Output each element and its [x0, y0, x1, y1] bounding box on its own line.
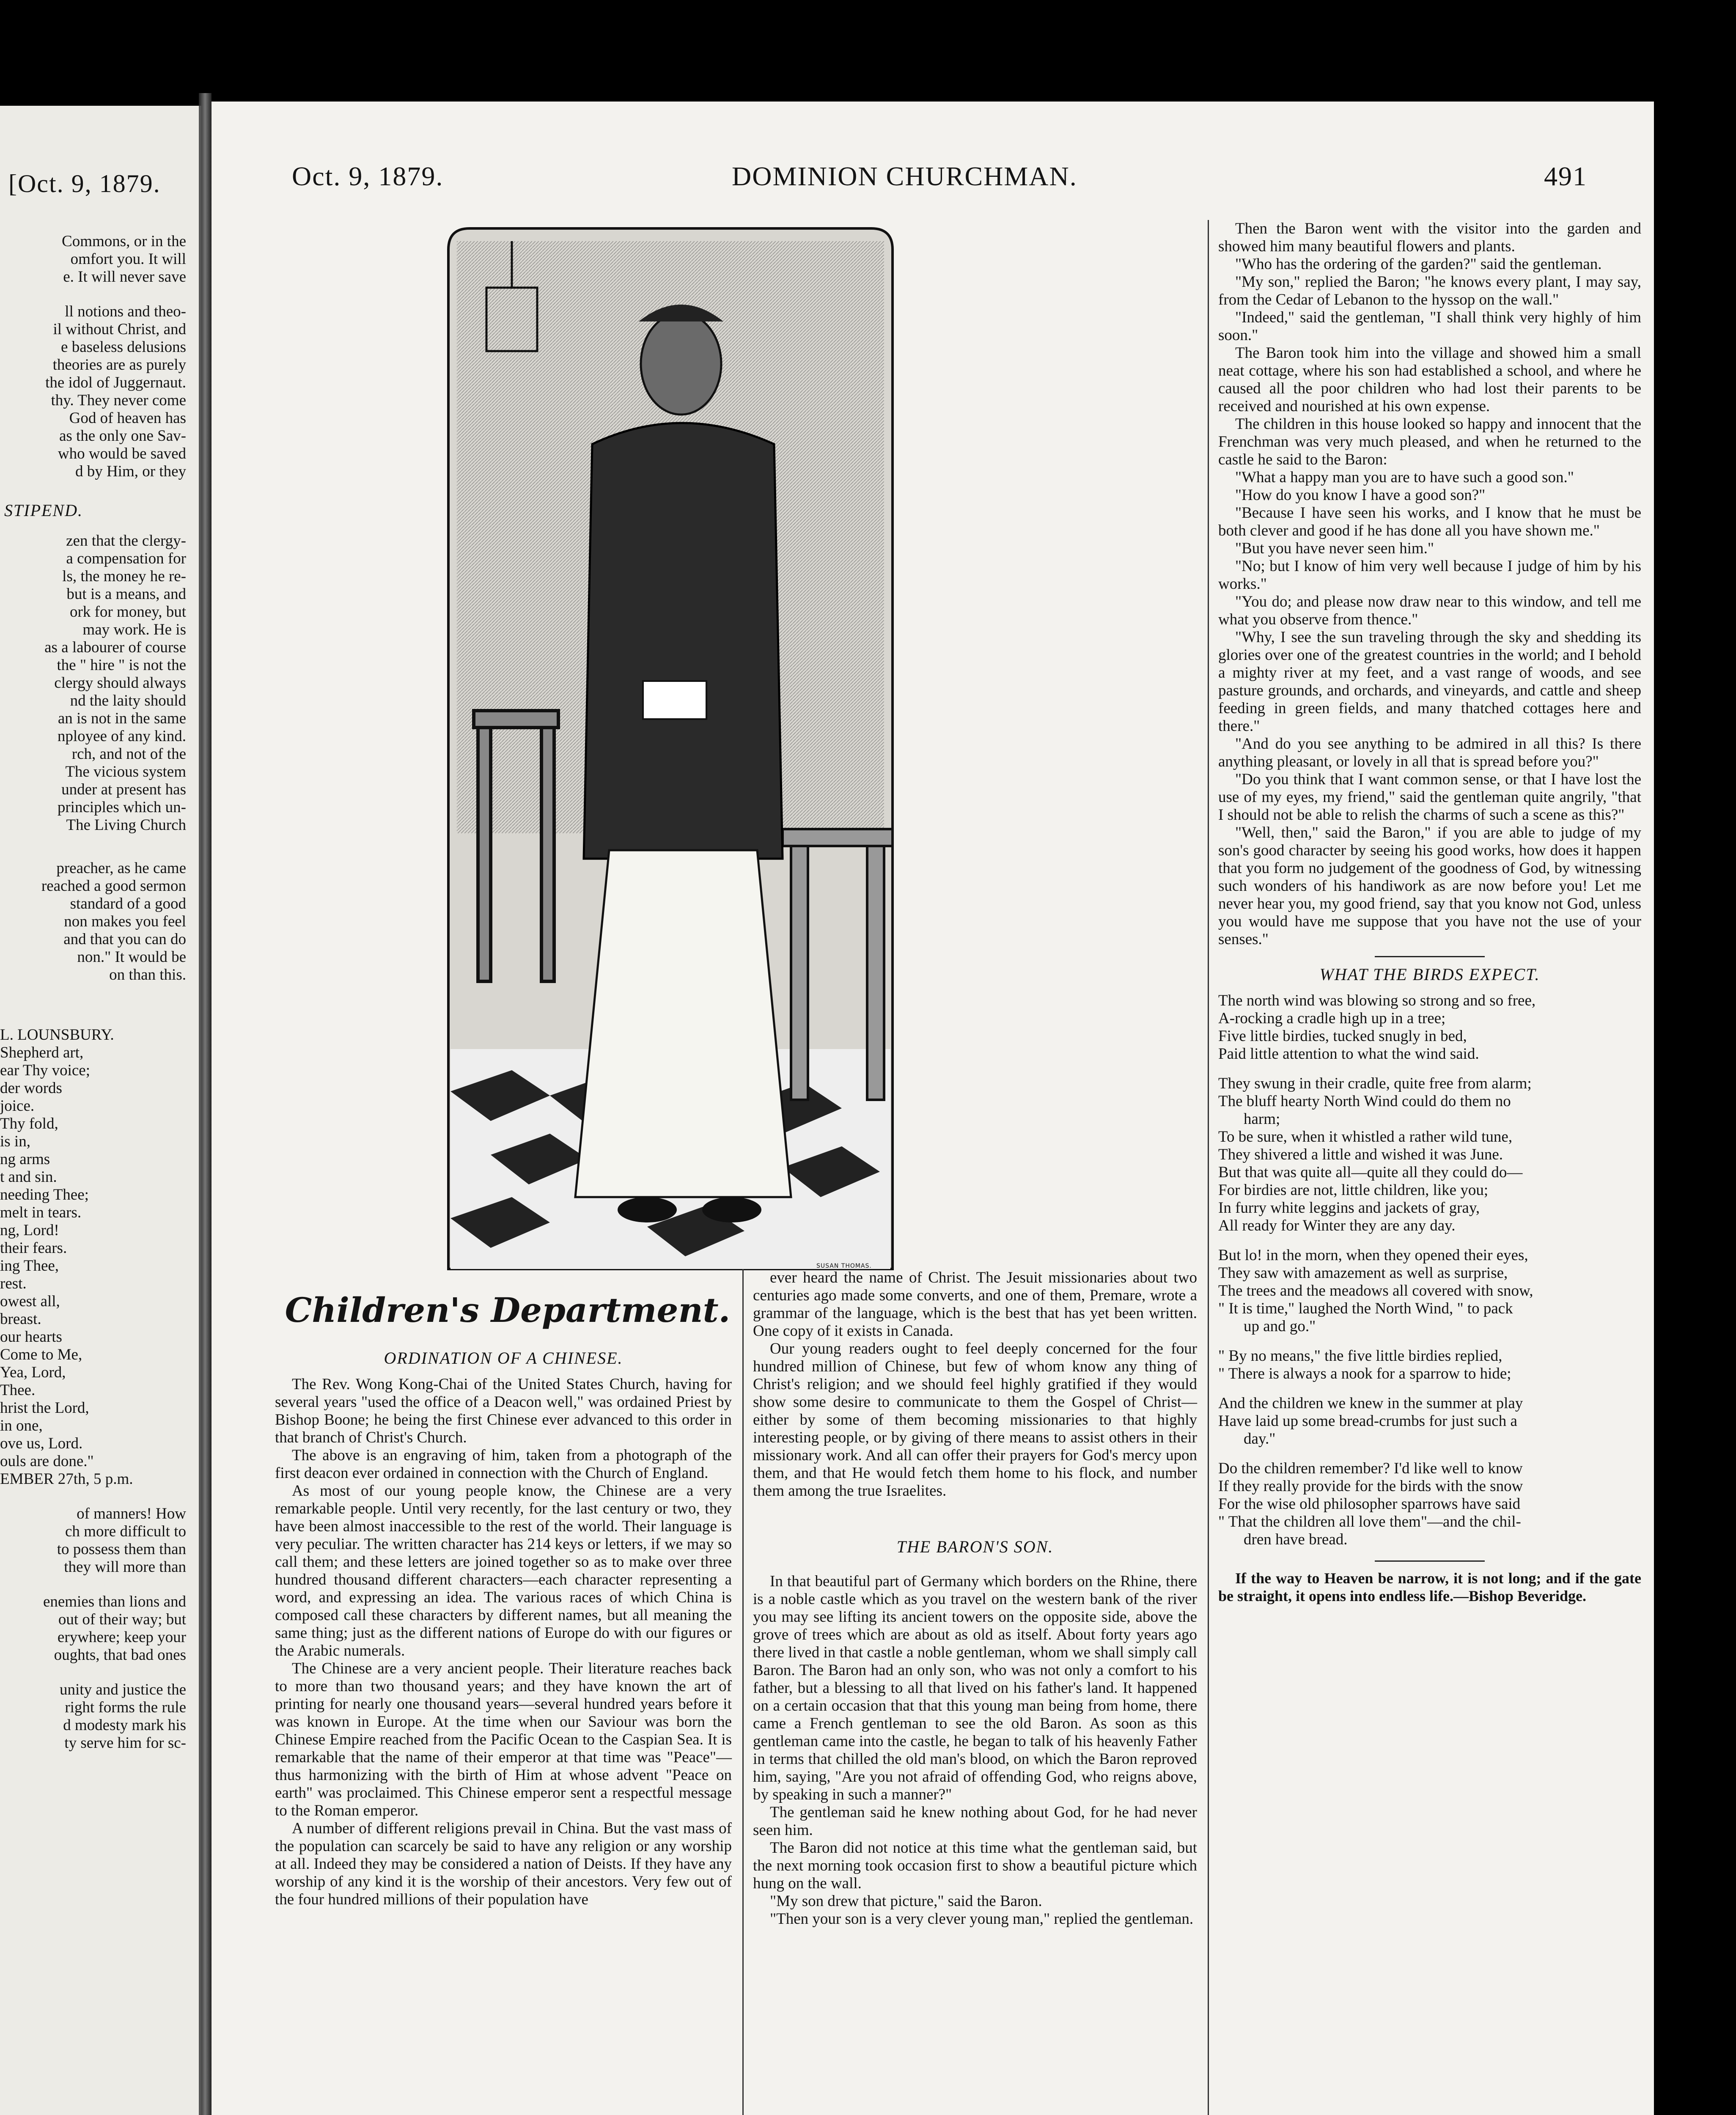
a2c-item: The Baron took him into the village and showed him a small neat cottage, where his son had established a school, and where he caused all the poor children who had lost their parents to be received and nourished at his own expense.: [1218, 344, 1641, 415]
page-number: 491: [1544, 161, 1587, 191]
a2c-item: "Why, I see the sun traveling through the sky and shedding its glories over one of the greatest countries in the world; and I behold a mighty river at my feet, and a vast range of woods, and see pasture grounds, and orchards, and vineyards, and cattle and sheep feeding in green fields, and many thatched cottages here and there.": [1218, 629, 1641, 735]
lc-item: principles which un-: [57, 799, 186, 816]
left-page: [0, 106, 201, 2115]
column-rule-2: [1208, 220, 1209, 2115]
lc-item: but is a means, and: [66, 585, 186, 603]
lc-item: rch, and not of the: [71, 745, 186, 763]
lc-item: may work. He is: [82, 621, 186, 638]
barons-son-paragraphs: [753, 1573, 1197, 1928]
poem-line: harm;: [1244, 1110, 1280, 1128]
poem-stanza: [1218, 1395, 1641, 1448]
poem-line: But that was quite all—quite all they could do—: [1218, 1164, 1523, 1181]
poem-line: If they really provide for the birds with the snow: [1218, 1478, 1523, 1495]
le-item: Yea, Lord,: [0, 1364, 66, 1381]
poem-stanza: [1218, 992, 1641, 1063]
lounsbury-signature: L. LOUNSBURY.: [0, 1026, 114, 1044]
poem-line: They shivered a little and wished it was June.: [1218, 1146, 1503, 1163]
left-lines-b: [0, 303, 186, 481]
le-item: in one,: [0, 1417, 43, 1434]
poem-line: The north wind was blowing so strong and so free,: [1218, 992, 1536, 1009]
a1c-item: ever heard the name of Christ. The Jesuit missionaries about two centuries ago made some converts, and one of them, Premare, wrote a grammar of the language, which is the best that has yet been written. One copy of it exists in Canada.: [753, 1269, 1197, 1340]
left-lines-g: [0, 1593, 186, 1664]
le-item: hrist the Lord,: [0, 1399, 89, 1417]
column-two: [753, 1269, 1197, 1928]
la-item: e. It will never save: [63, 268, 186, 286]
lg-item: erywhere; keep your: [57, 1629, 186, 1646]
poem-line: To be sure, when it whistled a rather wild tune,: [1218, 1128, 1513, 1145]
a2c-item: "Well, then," said the Baron," if you are able to judge of my son's good character by seeing his good works, how does it happen that you form no judgement of the goodness of God, by witnessing such wonders of his handiwork as are now before you! Let me never hear you, my good friend, say that you know not God, unless you would have me suppose that you have not the use of your senses.": [1218, 824, 1641, 948]
lc-item: clergy should always: [54, 674, 186, 692]
lh-item: ty serve him for sc-: [64, 1734, 186, 1752]
lf-item: to possess them than: [57, 1541, 186, 1558]
section-rule-2: [1375, 1560, 1485, 1562]
poem-line: up and go.": [1244, 1318, 1316, 1335]
a2c-item: "But you have never seen him.": [1235, 540, 1434, 557]
la-item: omfort you. It will: [70, 250, 186, 268]
lc-item: the " hire " is not the: [57, 656, 186, 674]
left-lines-c: [0, 532, 186, 834]
lc-item: zen that the clergy-: [66, 532, 186, 549]
a2c-item: "What a happy man you are to have such a good son.": [1235, 469, 1574, 486]
stipend-heading: STIPEND.: [4, 501, 83, 520]
ordination-title: ORDINATION OF A CHINESE.: [384, 1349, 623, 1368]
lb-item: God of heaven has: [69, 409, 186, 427]
lh-item: d modesty mark his: [63, 1717, 186, 1734]
poem-stanza: [1218, 1075, 1641, 1235]
poem-stanza: [1218, 1347, 1641, 1383]
poem-line: " There is always a nook for a sparrow to hide;: [1218, 1365, 1511, 1382]
barons-son-continuation: [1218, 220, 1641, 948]
poem-line: Five little birdies, tucked snugly in bed,: [1218, 1027, 1467, 1045]
a1-item: The Chinese are a very ancient people. Their literature reaches back to more than two thousand years; and they have known the art of printing for nearly one thousand years—several hundred years before it was known in Europe. At the time when our Saviour was born the Chinese Empire reached from the Pacific Ocean to the Caspian Sea. It is remarkable that the name of their emperor at that time was "Peace"—thus harmonizing with the birth of Him at whose advent "Peace on earth" was proclaimed. This Chinese emperor sent a respectful message to the Roman emperor.: [275, 1660, 732, 1819]
lb-item: theories are as purely: [52, 356, 186, 374]
ld-item: and that you can do: [63, 931, 186, 948]
barons-son-title: THE BARON'S SON.: [896, 1537, 1054, 1556]
poem-line: For birdies are not, little children, like you;: [1218, 1181, 1489, 1199]
a2c-item: "No; but I know of him very well because I judge of him by his works.": [1218, 558, 1641, 593]
le-item: our hearts: [0, 1328, 62, 1346]
department-title: Children's Department.: [285, 1290, 731, 1330]
le-item: is in,: [0, 1133, 30, 1150]
a2-item: In that beautiful part of Germany which borders on the Rhine, there is a noble castle which as you travel on the western bank of the river you may see lifting its ancient towers on the opposite side, above the grove of trees which are about as old as itself. About forty years ago there lived in that castle a noble gentleman, whom we shall simply call Baron. The Baron had an only son, who was not only a comfort to his father, but a blessing to all that lived on his father's land. It happened on a certain occasion that that this young man being from home, there came a French gentleman to see the old Baron. As soon as this gentleman came into the castle, he began to talk of his heavenly Father in terms that chilled the old man's blood, on which the Baron reproved him, saying, "Are you not afraid of offending God, who reigns above, by speaking in such a manner?": [753, 1573, 1197, 1803]
a1c-item: Our young readers ought to feel deeply concerned for the four hundred million of Chinese, but few of whom know any thing of Christ's religion; and we should feel highly gratified if they would show some desire to communicate to them the Gospel of Christ—either by some of them becoming missionaries to that highly interesting people, or by giving of there means to assist others in their missionary work. And all can offer their prayers for God's mercy upon them, and that He would fetch them home to his flock, and number them among the true Israelites.: [753, 1340, 1197, 1500]
poem-line: The bluff hearty North Wind could do them no: [1218, 1093, 1511, 1110]
lf-item: of manners! How: [77, 1505, 186, 1522]
column-three: [1218, 220, 1641, 1605]
le-item: needing Thee;: [0, 1186, 89, 1203]
lg-item: out of their way; but: [58, 1611, 186, 1628]
lb-item: as the only one Sav-: [59, 427, 186, 445]
poem-line: A-rocking a cradle high up in a tree;: [1218, 1010, 1446, 1027]
poem-line: " It is time," laughed the North Wind, " to pack: [1218, 1300, 1513, 1317]
a2c-item: "Indeed," said the gentleman, "I shall think very highly of him soon.": [1218, 309, 1641, 344]
poem-line: " By no means," the five little birdies replied,: [1218, 1347, 1503, 1365]
poem-stanzas: [1218, 992, 1641, 1549]
left-lines-f: [0, 1505, 186, 1576]
le-item: Thee.: [0, 1382, 36, 1399]
poem-title: WHAT THE BIRDS EXPECT.: [1319, 965, 1540, 984]
lc-item: under at present has: [61, 781, 186, 798]
le-item: der words: [0, 1079, 62, 1097]
poem-line: day.": [1244, 1430, 1276, 1448]
a2c-item: "How do you know I have a good son?": [1235, 486, 1486, 504]
a2c-item: "Because I have seen his works, and I know that he must be both clever and good if he has done all you have shown me.": [1218, 504, 1641, 539]
engraver-signature: SUSAN THOMAS.: [816, 1263, 872, 1269]
a2c-item: Then the Baron went with the visitor into the garden and showed him many beautiful flowers and plants.: [1218, 220, 1641, 255]
lc-item: nployee of any kind.: [57, 728, 186, 745]
section-rule: [1375, 956, 1485, 957]
le-item: breast.: [0, 1310, 41, 1328]
lc-item: ls, the money he re-: [62, 568, 186, 585]
a1-item: The above is an engraving of him, taken from a photograph of the first deacon ever ordained in connection with the Church of England.: [275, 1447, 732, 1482]
a2-item: "My son drew that picture," said the Baron.: [770, 1893, 1042, 1910]
a2-item: The gentleman said he knew nothing about God, for he had never seen him.: [753, 1804, 1197, 1839]
lh-item: right forms the rule: [65, 1699, 186, 1716]
poem-line: Have laid up some bread-crumbs for just such a: [1218, 1412, 1517, 1430]
a2c-item: "You do; and please now draw near to this window, and tell me what you observe from thence.": [1218, 593, 1641, 628]
a2-item: The Baron did not notice at this time what the gentleman said, but the next morning took occasion first to show a beautiful picture which hung on the wall.: [753, 1839, 1197, 1892]
ordination-paragraphs: [275, 1376, 732, 1909]
le-item: melt in tears.: [0, 1204, 82, 1221]
poem-line: The trees and the meadows all covered with snow,: [1218, 1282, 1533, 1299]
robed-figure: [575, 305, 791, 1222]
ordination-continuation: [753, 1269, 1197, 1500]
lc-item: The Living Church: [66, 816, 186, 834]
page-header-title: DOMINION CHURCHMAN.: [732, 161, 1077, 191]
poem-stanza: [1218, 1247, 1641, 1335]
le-item: rest.: [0, 1275, 27, 1292]
ld-item: non." It would be: [77, 948, 186, 966]
left-lines-a: [0, 233, 186, 286]
a1-item: As most of our young people know, the Chinese are a very remarkable people. Until very recently, for the last century or two, they have been almost inaccessible to the rest of the world. Their language is very peculiar. The written character has 214 keys or letters, if we may so call them; and these letters are joined together so as to make over three hundred thousand different characters—each character representing a word, and expressing an idea. The various races of which China is composed call these characters by different names, but all meaning the same thing; just as the different nations of Europe do with our figures or the Arabic numerals.: [275, 1482, 732, 1659]
lb-item: ll notions and theo-: [65, 303, 186, 320]
le-item: ing Thee,: [0, 1257, 59, 1274]
a2c-item: "Do you think that I want common sense, or that I have lost the use of my eyes, my friend," said the gentleman quite angrily, "that I should not be able to relish the charms of such a scene as this?": [1218, 771, 1641, 824]
a2c-item: "And do you see anything to be admired in all this? Is there anything pleasant, or lovely in all that is spread before you?": [1218, 735, 1641, 770]
le-item: ove us, Lord.: [0, 1435, 83, 1452]
lg-item: enemies than lions and: [43, 1593, 186, 1610]
ld-item: non makes you feel: [64, 913, 186, 930]
lf-item: they will more than: [64, 1558, 186, 1576]
lc-item: The vicious system: [65, 763, 186, 780]
le-item: ng arms: [0, 1151, 50, 1168]
lb-item: il without Christ, and: [53, 321, 186, 338]
le-item: Shepherd art,: [0, 1044, 84, 1061]
poem-line: And the children we knew in the summer at play: [1218, 1395, 1523, 1412]
beveridge-quote: If the way to Heaven be narrow, it is not long; and if the gate be straight, it opens into endless life.—Bishop Beveridge.: [1218, 1570, 1641, 1604]
ld-item: standard of a good: [70, 895, 186, 912]
poem-line: dren have bread.: [1244, 1531, 1348, 1548]
ld-item: reached a good sermon: [41, 877, 186, 895]
a1-item: The Rev. Wong Kong-Chai of the United States Church, having for several years "used the office of a Deacon well," was ordained Priest by Bishop Boone; he being the first Chinese ever advanced to this order in that branch of Christ's Church.: [275, 1376, 732, 1446]
lb-item: thy. They never come: [51, 392, 186, 409]
right-page: [212, 102, 1654, 2115]
page-header-date: Oct. 9, 1879.: [292, 161, 444, 191]
a2c-item: The children in this house looked so happy and innocent that the Frenchman was very much pleased, and when he returned to the castle he said to the Baron:: [1218, 415, 1641, 468]
poem-line: They saw with amazement as well as surprise,: [1218, 1264, 1508, 1282]
le-item: ear Thy voice;: [0, 1062, 91, 1079]
ordination-article: [275, 1341, 732, 1909]
ld-item: on than this.: [109, 966, 186, 983]
le-item: their fears.: [0, 1239, 67, 1257]
le-item: EMBER 27th, 5 p.m.: [0, 1470, 133, 1488]
poem-line: " That the children all love them"—and the chil-: [1218, 1513, 1521, 1530]
le-item: Come to Me,: [0, 1346, 82, 1363]
lc-item: as a labourer of course: [44, 639, 186, 656]
left-page-header: [Oct. 9, 1879.: [8, 170, 161, 198]
left-lines-h: [0, 1681, 186, 1752]
poem-line: All ready for Winter they are any day.: [1218, 1217, 1456, 1234]
left-lines-e: [0, 1044, 186, 1488]
left-lines-d: [0, 860, 186, 984]
a2c-item: "My son," replied the Baron; "he knows every plant, I may say, from the Cedar of Lebanon to the hyssop on the wall.": [1218, 273, 1641, 308]
le-item: joice.: [0, 1097, 35, 1115]
le-item: owest all,: [0, 1293, 60, 1310]
le-item: t and sin.: [0, 1168, 57, 1186]
lb-item: the idol of Juggernaut.: [45, 374, 186, 391]
lb-item: who would be saved: [58, 445, 186, 462]
lf-item: ch more difficult to: [65, 1523, 186, 1540]
poem-line: In furry white leggins and jackets of gray,: [1218, 1199, 1480, 1217]
le-item: ng, Lord!: [0, 1222, 59, 1239]
poem-line: Paid little attention to what the wind said.: [1218, 1045, 1479, 1063]
poem-line: For the wise old philosopher sparrows have said: [1218, 1495, 1521, 1513]
poem-line: They swung in their cradle, quite free from alarm;: [1218, 1075, 1532, 1092]
le-item: ouls are done.": [0, 1453, 94, 1470]
lg-item: oughts, that bad ones: [54, 1646, 186, 1664]
lb-item: d by Him, or they: [75, 463, 186, 480]
lc-item: nd the laity should: [70, 692, 186, 709]
column-rule: [742, 1269, 744, 2115]
la-item: Commons, or in the: [62, 233, 186, 250]
poem-line: Do the children remember? I'd like well to know: [1218, 1460, 1523, 1477]
a2c-item: "Who has the ordering of the garden?" said the gentleman.: [1235, 255, 1602, 273]
lh-item: unity and justice the: [59, 1681, 186, 1698]
lc-item: a compensation for: [66, 550, 186, 567]
a1-item: A number of different religions prevail in China. But the vast mass of the population can scarcely be said to have any religion or any worship at all. Indeed they may be considered a nation of Deists. If they have any worship of any kind it is the worship of their ancestors. Very few out of the four hundred millions of their population have: [275, 1820, 732, 1908]
lc-item: an is not in the same: [58, 710, 186, 727]
lc-item: ork for money, but: [69, 603, 186, 621]
ld-item: preacher, as he came: [56, 860, 186, 877]
engraving-portrait: [410, 224, 931, 1294]
poem-line: But lo! in the morn, when they opened their eyes,: [1218, 1247, 1528, 1264]
le-item: Thy fold,: [0, 1115, 58, 1132]
left-column-text: [0, 233, 186, 1752]
poem-stanza: [1218, 1460, 1641, 1549]
a2-item: "Then your son is a very clever young man," replied the gentleman.: [770, 1910, 1194, 1928]
lb-item: e baseless delusions: [61, 338, 186, 356]
